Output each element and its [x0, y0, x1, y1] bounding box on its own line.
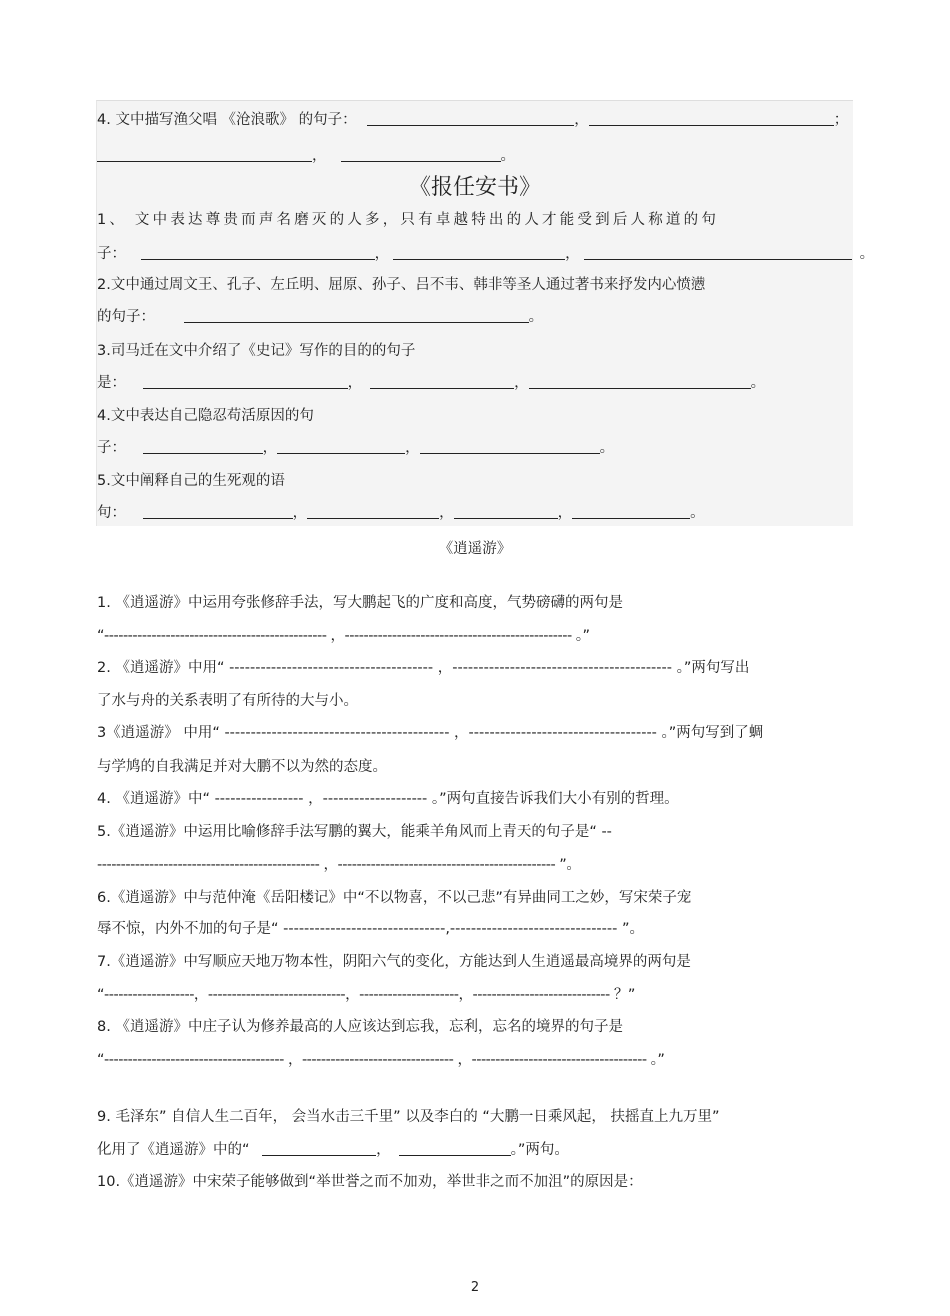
section-title-baoren: 《报任安书》 — [408, 175, 541, 200]
xiaoyao-q1-cont: “----------------------------------------------- ，------------------------------------------------ 。” — [97, 628, 590, 644]
answer-blank[interactable] — [143, 374, 348, 389]
answer-blank[interactable] — [143, 439, 263, 454]
section-title-xiaoyao: 《逍遥游》 — [438, 541, 512, 557]
xiaoyao-q7: 7.《逍遥游》中写顺应天地万物本性，阴阳六气的变化，方能达到人生逍遥最高境界的两句是 — [97, 954, 691, 970]
xiaoyao-q1: 1. 《逍遥游》中运用夸张修辞手法，写大鹏起飞的广度和高度，气势磅礴的两句是 — [97, 595, 623, 611]
xiaoyao-q6: 6.《逍遥游》中与范仲淹《岳阳楼记》中“不以物喜，不以己悲”有异曲同工之妙，写宋荣子宠 — [97, 890, 692, 906]
baoren-q5: 5.文中阐释自己的生死观的语 — [97, 473, 285, 489]
answer-blank[interactable] — [307, 504, 439, 519]
xiaoyao-q3-cont: 与学鸠的自我满足并对大鹏不以为然的态度。 — [97, 759, 387, 775]
answer-blank[interactable] — [370, 374, 514, 389]
baoren-q3-cont: 是： ， ， 。 — [97, 375, 766, 391]
xiaoyao-q10: 10.《逍遥游》中宋荣子能够做到“举世誉之而不加劝，举世非之而不加沮”的原因是： — [97, 1174, 643, 1190]
baoren-q1-cont: 子： ， ， 。 — [97, 246, 875, 262]
xiaoyao-q9-cont: 化用了《逍遥游》中的“ ， 。”两句。 — [97, 1142, 569, 1158]
answer-blank[interactable] — [184, 308, 529, 323]
answer-blank[interactable] — [454, 504, 558, 519]
answer-blank[interactable] — [589, 111, 834, 126]
xiaoyao-q3: 3《逍遥游》 中用“ ------------------------------------------- ，------------------------------------ 。”两句写到了蜩 — [97, 725, 764, 741]
answer-blank[interactable] — [143, 504, 293, 519]
xiaoyao-q6-cont: 辱不惊，内外不加的句子是“ -------------------------------,-------------------------------- ”。 — [97, 921, 644, 937]
baoren-q1: 1、 文中表达尊贵而声名磨灭的人多，只有卓越特出的人才能受到后人称道的句 — [97, 212, 720, 228]
baoren-q2: 2.文中通过周文王、孔子、左丘明、屈原、孙子、吕不韦、韩非等圣人通过著书来抒发内心愤懑 — [97, 277, 706, 293]
xiaoyao-q5-cont: ----------------------------------------------- ，---------------------------------------------- ”。 — [97, 857, 581, 873]
xiaoyao-q2-cont: 了水与舟的关系表明了有所待的大与小。 — [97, 693, 358, 709]
answer-blank[interactable] — [420, 439, 600, 454]
answer-blank[interactable] — [584, 245, 852, 260]
xiaoyao-q7-cont: “-------------------，-----------------------------，---------------------，----------------------------- ？” — [97, 987, 635, 1003]
answer-blank[interactable] — [262, 1141, 376, 1156]
xiaoyao-q2: 2. 《逍遥游》中用“ --------------------------------------- ，------------------------------------------ 。”两句写出 — [97, 660, 750, 676]
question-text: 4. 文中描写渔父唱 《沧浪歌》 的句子： — [97, 112, 357, 128]
answer-blank[interactable] — [367, 111, 574, 126]
baoren-q4: 4.文中表达自己隐忍苟活原因的句 — [97, 408, 314, 424]
answer-blank[interactable] — [529, 374, 751, 389]
answer-blank[interactable] — [399, 1141, 511, 1156]
question-canglang-cont: ， 。 — [97, 146, 515, 166]
xiaoyao-q8-cont: “-------------------------------------- ，-------------------------------- ，------------------------------------- 。” — [97, 1052, 665, 1068]
answer-blank[interactable] — [277, 439, 405, 454]
answer-blank[interactable] — [141, 245, 375, 260]
baoren-q2-cont: 的句子： 。 — [97, 309, 544, 325]
question-canglang: 4. 文中描写渔父唱 《沧浪歌》 的句子： ， ； — [97, 112, 849, 128]
xiaoyao-q5: 5.《逍遥游》中运用比喻修辞手法写鹏的翼大，能乘羊角风而上青天的句子是“ -- — [97, 824, 612, 840]
answer-blank[interactable] — [572, 504, 690, 519]
baoren-q4-cont: 子： ， ， 。 — [97, 440, 615, 456]
xiaoyao-q9: 9. 毛泽东” 自信人生二百年， 会当水击三千里” 以及李白的 “大鹏一日乘风起， 扶摇直上九万里” — [97, 1109, 720, 1125]
page-number: 2 — [470, 1280, 480, 1295]
xiaoyao-q4: 4. 《逍遥游》中“ ----------------- ，-------------------- 。”两句直接告诉我们大小有别的哲理。 — [97, 791, 679, 807]
xiaoyao-q8: 8. 《逍遥游》中庄子认为修养最高的人应该达到忘我，忘利，忘名的境界的句子是 — [97, 1019, 623, 1035]
answer-blank[interactable] — [393, 245, 565, 260]
answer-blank[interactable] — [97, 147, 312, 162]
baoren-q3: 3.司马迁在文中介绍了《史记》写作的目的的句子 — [97, 343, 416, 359]
answer-blank[interactable] — [341, 147, 501, 162]
baoren-q5-cont: 句： ， ， ， 。 — [97, 505, 705, 521]
